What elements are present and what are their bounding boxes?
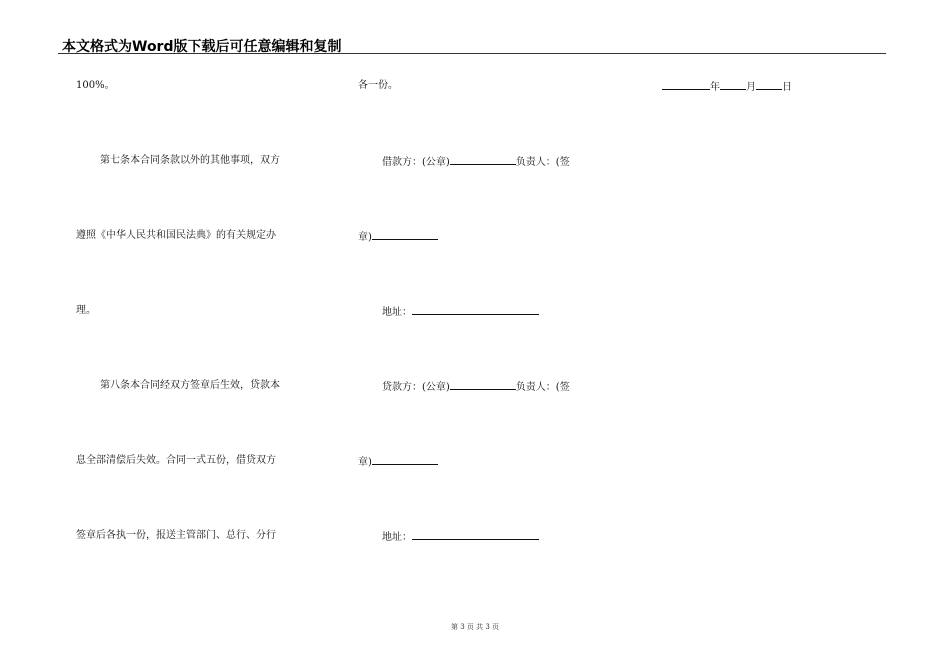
- month-label: 月: [746, 82, 756, 93]
- page-header-title: 本文格式为Word版下载后可任意编辑和复制: [62, 39, 342, 55]
- middle-line-1: 各一份。: [358, 80, 398, 91]
- borrower-responsible-label: 负责人：(签: [515, 157, 570, 168]
- year-label: 年: [710, 82, 720, 93]
- lender-label: 贷款方：(公章): [382, 382, 450, 393]
- lender-seal-line: [358, 455, 438, 469]
- header-divider: [58, 53, 886, 54]
- borrower-seal-blank: [450, 155, 516, 165]
- left-line-4: 理。: [76, 305, 96, 316]
- page-footer: 第 3 页 共 3 页: [450, 623, 500, 631]
- left-line-7: 签章后各执一份，报送主管部门、总行、分行: [76, 530, 276, 541]
- borrower-seal-line: [358, 230, 438, 244]
- borrower-sign-line: [382, 155, 570, 169]
- lender-sign-line: [382, 380, 570, 394]
- lender-address-line: [382, 530, 539, 544]
- year-blank: [662, 80, 710, 90]
- left-line-5: 第八条本合同经双方签章后生效，贷款本: [100, 380, 280, 391]
- lender-signature-blank: [372, 455, 438, 465]
- month-blank: [720, 80, 746, 90]
- left-line-3: 遵照《中华人民共和国民法典》的有关规定办: [76, 230, 276, 241]
- lender-address-label: 地址：: [382, 532, 412, 543]
- lender-responsible-label: 负责人：(签: [515, 382, 570, 393]
- borrower-address-blank: [412, 305, 539, 315]
- borrower-label: 借款方：(公章): [382, 157, 450, 168]
- date-line: [662, 80, 792, 94]
- borrower-seal-label: 章): [358, 232, 372, 243]
- left-line-6: 息全部清偿后失效。合同一式五份，借贷双方: [76, 455, 276, 466]
- lender-address-blank: [412, 530, 539, 540]
- day-blank: [756, 80, 782, 90]
- borrower-signature-blank: [372, 230, 438, 240]
- day-label: 日: [782, 82, 792, 93]
- lender-seal-blank: [450, 380, 516, 390]
- left-line-1: 100%。: [76, 80, 115, 91]
- lender-seal-label: 章): [358, 457, 372, 468]
- left-line-2: 第七条本合同条款以外的其他事项，双方: [100, 155, 280, 166]
- borrower-address-line: [382, 305, 539, 319]
- borrower-address-label: 地址：: [382, 307, 412, 318]
